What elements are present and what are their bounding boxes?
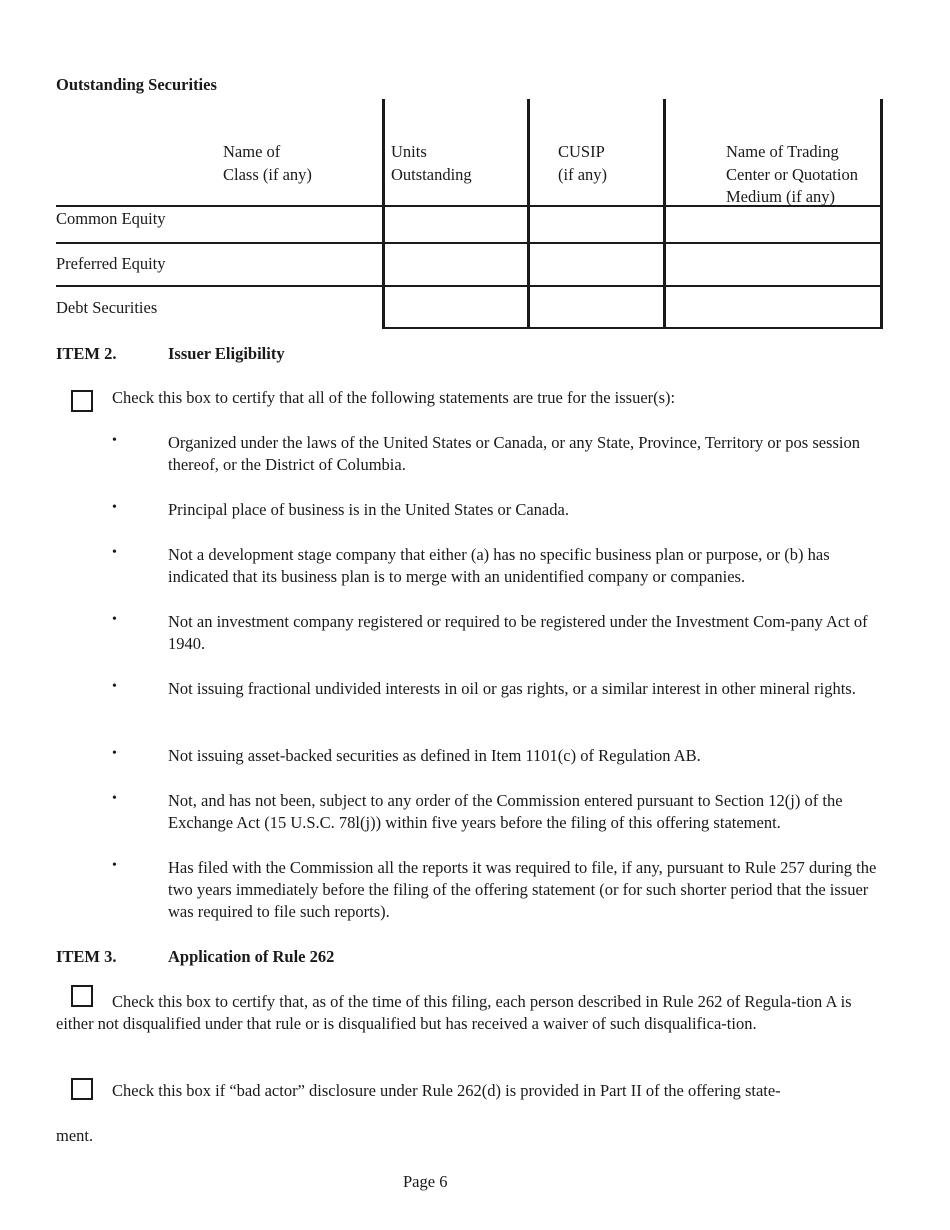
table-divider	[663, 99, 666, 329]
preferred-equity-trading-center-cell[interactable]	[669, 247, 875, 281]
bullet-marker: •	[112, 433, 117, 448]
table-divider	[880, 99, 883, 329]
bullet-marker: •	[112, 791, 117, 806]
list-item: Principal place of business is in the United States or Canada.	[168, 500, 569, 519]
bullet-marker: •	[112, 679, 117, 694]
item3-title: Application of Rule 262	[168, 947, 335, 966]
column-header-class-name: Name of Class (if any)	[223, 142, 312, 184]
list-item: Not issuing fractional undivided interests in oil or gas rights, or a similar interest in other mineral rights.	[168, 679, 856, 698]
column-header-units-outstanding: Units Outstanding	[391, 142, 472, 184]
common-equity-units-cell[interactable]	[388, 209, 522, 239]
preferred-equity-units-cell[interactable]	[388, 247, 522, 281]
bad-actor-disclosure-checkbox[interactable]	[71, 1078, 93, 1100]
section-title-outstanding-securities: Outstanding Securities	[56, 75, 217, 94]
page-number: Page 6	[403, 1172, 448, 1191]
bullet-marker: •	[112, 858, 117, 873]
column-header-trading-center: Name of Trading Center or Quotation Medium (if any)	[726, 142, 858, 206]
common-equity-trading-center-cell[interactable]	[669, 209, 875, 239]
list-item: Not, and has not been, subject to any order of the Commission entered pursuant to Section 12(j) of the Exchange Act (15 U.S.C. 78l(j)) within five years before the filing of this offering statement.	[168, 791, 843, 832]
bad-actor-disclosure-label-continuation: ment.	[56, 1126, 94, 1145]
bullet-marker: •	[112, 746, 117, 761]
bullet-marker: •	[112, 545, 117, 560]
rule-262-certify-checkbox-label: Check this box to certify that, as of the time of this filing, each person described in Rule 262 of Regula-tion A is either not disqualified under that rule or is disqualified but has received a waiver of such disqualifica-tion.	[56, 992, 852, 1033]
debt-securities-units-cell[interactable]	[388, 290, 522, 324]
item3-number: ITEM 3.	[56, 947, 117, 966]
table-divider	[527, 99, 530, 329]
issuer-eligibility-checkbox[interactable]	[71, 390, 93, 412]
list-item: Has filed with the Commission all the reports it was required to file, if any, pursuant to Rule 257 during the two years immediately before the filing of the offering statement (or for such shorter period that the issuer was required to file such reports).	[168, 858, 877, 921]
issuer-eligibility-checkbox-label: Check this box to certify that all of the following statements are true for the issuer(s):	[112, 388, 676, 407]
debt-securities-cusip-cell[interactable]	[533, 290, 658, 324]
list-item: Not issuing asset-backed securities as defined in Item 1101(c) of Regulation AB.	[168, 746, 701, 765]
preferred-equity-cusip-cell[interactable]	[533, 247, 658, 281]
list-item: Not a development stage company that either (a) has no specific business plan or purpose, or (b) has indicated that its business plan is to merge with an unidentified company or companies.	[168, 545, 830, 586]
row-label-debt-securities: Debt Securities	[56, 298, 158, 317]
list-item: Not an investment company registered or required to be registered under the Investment Com-pany Act of 1940.	[168, 612, 868, 653]
table-rule	[56, 242, 883, 244]
bad-actor-disclosure-checkbox-label: Check this box if “bad actor” disclosure under Rule 262(d) is provided in Part II of the offering state-	[112, 1081, 781, 1100]
common-equity-cusip-cell[interactable]	[533, 209, 658, 239]
table-divider	[382, 99, 385, 329]
bullet-marker: •	[112, 612, 117, 627]
row-label-common-equity: Common Equity	[56, 209, 166, 228]
table-rule	[56, 285, 883, 287]
row-label-preferred-equity: Preferred Equity	[56, 254, 166, 273]
column-header-cusip: CUSIP (if any)	[558, 142, 608, 184]
table-rule	[382, 327, 883, 329]
bullet-marker: •	[112, 500, 117, 515]
item2-title: Issuer Eligibility	[168, 344, 285, 363]
item2-number: ITEM 2.	[56, 344, 117, 363]
debt-securities-trading-center-cell[interactable]	[669, 290, 875, 324]
list-item: Organized under the laws of the United States or Canada, or any State, Province, Territory or pos session thereof, or the District of Columbia.	[168, 433, 860, 474]
